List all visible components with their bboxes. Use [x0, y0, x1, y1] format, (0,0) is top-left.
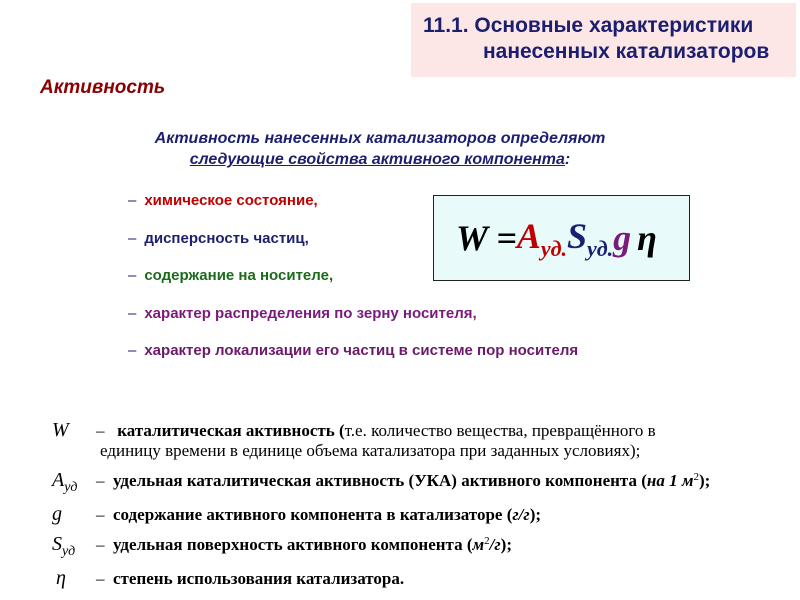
activity-formula: [433, 195, 690, 281]
symbol-s-sub: уд: [62, 544, 76, 559]
symbol-a: [52, 470, 96, 498]
symbol-a-sub: уд: [64, 480, 78, 495]
def-g-text: содержание активного компонента в катализаторе (: [113, 505, 513, 524]
dash-glyph: –: [128, 304, 137, 322]
definition-s: [52, 531, 782, 562]
def-w-bold: каталитическая активность (: [117, 421, 345, 440]
def-dash: –: [96, 505, 105, 524]
formula-a-symbol: A: [516, 215, 541, 256]
property-text: дисперсность частиц,: [144, 229, 309, 247]
def-g-unit: г/г: [512, 505, 530, 524]
symbol-a-main: A: [52, 469, 65, 491]
def-a-unit: на 1 м: [646, 471, 694, 490]
def-g-end: );: [529, 505, 542, 524]
property-text: характер локализации его частиц в системе пор носителя: [144, 342, 579, 359]
symbol-s: [52, 534, 96, 562]
slide-title-line1: 11.1. Основные характеристики: [423, 14, 754, 37]
property-text: характер распределения по зерну носителя,: [144, 304, 477, 322]
formula-a: [517, 215, 567, 262]
intro-part1: Активность нанесенных катализаторов определяют: [154, 130, 606, 147]
def-a-text: удельная каталитическая активность (УКА) активного компонента (: [113, 471, 647, 490]
intro-text: [120, 128, 640, 170]
definition-a: [52, 467, 782, 498]
definition-g: [52, 504, 782, 525]
formula-s-sub: уд.: [587, 235, 614, 261]
def-a-end: );: [698, 471, 711, 490]
def-s-unit2: /г: [489, 535, 501, 554]
def-dash: –: [96, 535, 105, 554]
definitions-list: [52, 420, 782, 595]
formula-g: g: [613, 218, 632, 258]
formula-a-sub: уд.: [540, 235, 568, 261]
intro-part2: следующие свойства активного компонента: [189, 151, 565, 168]
dash-glyph: –: [128, 267, 137, 284]
symbol-g: g: [52, 503, 62, 525]
formula-eta: η: [637, 218, 657, 258]
intro-colon: :: [564, 151, 571, 168]
def-s-unit: м: [472, 535, 485, 554]
formula-s: [567, 215, 613, 262]
symbol-w: W: [52, 419, 69, 441]
dash-glyph: –: [128, 342, 137, 359]
dash-glyph: –: [128, 229, 137, 247]
def-a-unit-sup: 2: [693, 471, 699, 483]
definition-eta: [52, 568, 782, 589]
def-s-text: удельная поверхность активного компонента (: [113, 535, 473, 554]
def-dash: –: [96, 569, 105, 588]
def-eta-text: степень использования катализатора.: [113, 569, 405, 588]
property-text: химическое состояние,: [144, 192, 318, 209]
def-dash: –: [96, 471, 105, 490]
def-s-unit-sup: 2: [484, 535, 490, 547]
def-w-cont: единицу времени в единице объема катализатора при заданных условиях);: [100, 441, 641, 460]
definition-w: [52, 420, 782, 461]
symbol-s-main: S: [52, 533, 62, 555]
property-item: [128, 303, 578, 341]
symbol-eta: η: [56, 567, 66, 589]
def-s-end: );: [500, 535, 512, 554]
property-text: содержание на носителе,: [144, 267, 334, 284]
section-heading: Активность: [40, 77, 166, 98]
slide-title-box: [411, 3, 796, 77]
property-item: [128, 340, 578, 378]
slide-title-line2: нанесенных катализаторов: [483, 40, 770, 63]
formula-s-symbol: S: [567, 215, 588, 256]
dash-glyph: –: [128, 192, 137, 209]
def-dash: –: [96, 421, 105, 440]
def-w-rest: т.е. количество вещества, превращённого в: [344, 421, 656, 440]
formula-lhs: W =: [456, 218, 517, 258]
